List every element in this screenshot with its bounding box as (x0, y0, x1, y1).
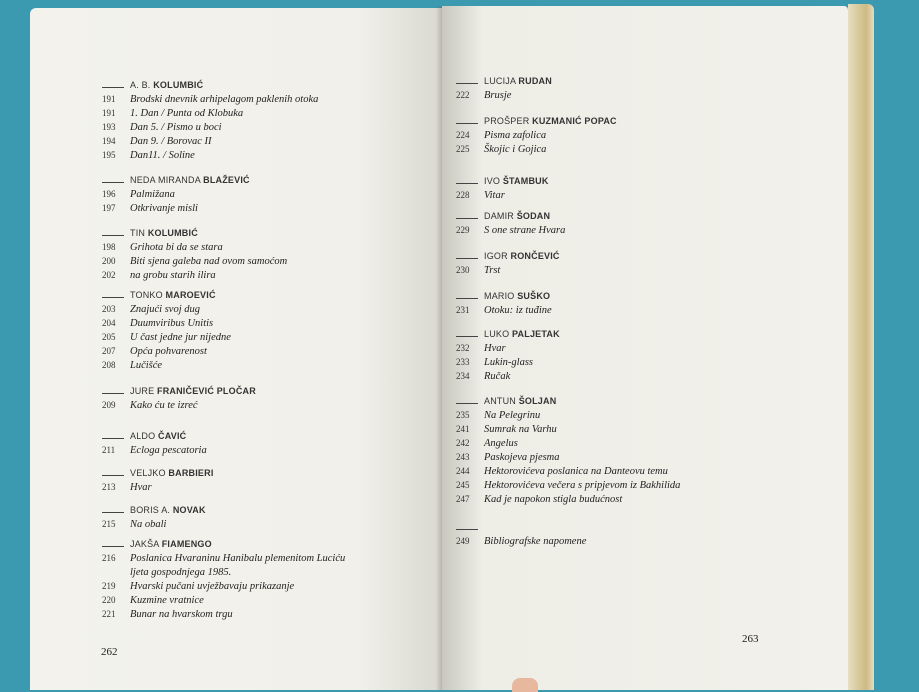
poem-title: Kad je napokon stigla budućnost (484, 494, 623, 505)
author-given-name: DAMIR (484, 211, 514, 221)
rule-dash (456, 336, 478, 337)
rule-dash (456, 83, 478, 84)
author-given-name: MARIO (484, 291, 515, 301)
page-ref: 225 (456, 144, 470, 154)
page-ref: 195 (102, 150, 116, 160)
rule-dash (456, 258, 478, 259)
author-surname: ČAVIĆ (158, 431, 187, 441)
author-surname: KUZMANIĆ POPAC (532, 116, 617, 126)
page-number-right: 263 (742, 633, 759, 645)
page-ref: 200 (102, 256, 116, 266)
poem-title: Poslanica Hvaraninu Hanibalu plemenitom Luciću (130, 553, 346, 564)
author-given-name: VELJKO (130, 468, 166, 478)
author-surname: ŠTAMBUK (502, 176, 549, 186)
author-name (130, 505, 206, 515)
poem-title: Ručak (484, 371, 511, 382)
author-surname: MAROEVIĆ (165, 290, 216, 300)
poem-title: Dan11. / Soline (130, 150, 195, 161)
rule-dash (102, 546, 124, 547)
rule-dash (102, 297, 124, 298)
page-ref: 202 (102, 270, 116, 280)
page-ref: 233 (456, 357, 470, 367)
poem-title: Škojic i Gojica (484, 144, 547, 155)
poem-title: Kuzmine vratnice (130, 595, 204, 606)
author-name (484, 291, 550, 301)
poem-title: Hvar (130, 482, 152, 493)
author-given-name: BORIS A. (130, 505, 171, 515)
poem-title: S one strane Hvara (484, 225, 566, 236)
poem-title: Sumrak na Varhu (484, 424, 557, 435)
poem-title: Duumviribus Unitis (130, 318, 214, 329)
page-ref: 235 (456, 410, 470, 420)
rule-dash (102, 475, 124, 476)
poem-title: Hvarski pučani uvježbavaju prikazanje (130, 581, 295, 592)
page-number-left: 262 (101, 646, 118, 658)
author-given-name: ALDO (130, 431, 156, 441)
poem-title: Pisma zafolica (484, 130, 547, 141)
page-ref: 204 (102, 318, 116, 328)
page-ref: 242 (456, 438, 470, 448)
page-ref: 232 (456, 343, 470, 353)
rule-dash (102, 438, 124, 439)
rule-dash (456, 298, 478, 299)
rule-dash (456, 123, 478, 124)
poem-title: U čast jedne jur nijedne (130, 332, 231, 343)
page-ref: 207 (102, 346, 116, 356)
page-ref: 216 (102, 553, 116, 563)
page-stack-edge (848, 4, 874, 690)
poem-title: Hektorovićeva poslanica na Danteovu temu (484, 466, 668, 477)
rule-dash (102, 87, 124, 88)
poem-title: Znajući svoj dug (130, 304, 200, 315)
author-given-name: ANTUN (484, 396, 516, 406)
page-ref: 244 (456, 466, 470, 476)
poem-title: Otoku: iz tuđine (484, 305, 552, 316)
page-ref: 196 (102, 189, 116, 199)
page-ref: 230 (456, 265, 470, 275)
page-ref: 208 (102, 360, 116, 370)
page-ref: 247 (456, 494, 470, 504)
author-surname: BLAŽEVIĆ (203, 175, 250, 185)
page-ref: 194 (102, 136, 116, 146)
poem-title: Biti sjena galeba nad ovom samoćom (130, 256, 288, 267)
author-given-name: A. B. (130, 80, 151, 90)
poem-title: Otkrivanje misli (130, 203, 198, 214)
poem-title: Palmižana (130, 189, 175, 200)
author-name (484, 176, 549, 186)
page-ref: 215 (102, 519, 116, 529)
author-given-name: IGOR (484, 251, 508, 261)
author-name (130, 80, 203, 90)
page-ref: 211 (102, 445, 116, 455)
author-name (130, 228, 198, 238)
poem-title: Vitar (484, 190, 505, 201)
page-ref: 221 (102, 609, 116, 619)
author-given-name: LUKO (484, 329, 510, 339)
poem-title: ljeta gospodnjega 1985. (130, 567, 232, 578)
author-surname: FIAMENGO (161, 539, 212, 549)
poem-title: Grihota bi da se stara (130, 242, 223, 253)
poem-title: Dan 5. / Pismo u boci (130, 122, 222, 133)
page-ref: 229 (456, 225, 470, 235)
page-ref: 231 (456, 305, 470, 315)
poem-title: Trst (484, 265, 501, 276)
poem-title: Angelus (484, 438, 518, 449)
poem-title: Bibliografske napomene (484, 536, 587, 547)
poem-title: Na obali (130, 519, 167, 530)
author-surname: ŠOLJAN (518, 396, 557, 406)
author-given-name: JAKŠA (130, 539, 160, 549)
author-given-name: IVO (484, 176, 501, 186)
rule-dash (102, 235, 124, 236)
left-page (30, 8, 442, 690)
page-ref: 209 (102, 400, 116, 410)
author-surname: KOLUMBIĆ (153, 80, 204, 90)
poem-title: Bunar na hvarskom trgu (130, 609, 233, 620)
page-ref: 198 (102, 242, 116, 252)
author-name (484, 116, 617, 126)
page-ref: 193 (102, 122, 116, 132)
author-given-name: TIN (130, 228, 146, 238)
poem-title: Na Pelegrinu (484, 410, 541, 421)
author-surname: RONČEVIĆ (510, 251, 560, 261)
poem-title: Lukin-glass (484, 357, 534, 368)
page-ref: 241 (456, 424, 470, 434)
author-name (484, 211, 550, 221)
author-given-name: JURE (130, 386, 155, 396)
page-ref: 191 (102, 94, 116, 104)
rule-dash (102, 512, 124, 513)
page-ref: 197 (102, 203, 116, 213)
page-ref: 213 (102, 482, 116, 492)
author-name (130, 386, 256, 396)
author-name (484, 251, 560, 261)
page-ref: 245 (456, 480, 470, 490)
author-name (130, 431, 186, 441)
page-ref: 228 (456, 190, 470, 200)
page-ref: 203 (102, 304, 116, 314)
poem-title: Paskojeva pjesma (484, 452, 560, 463)
poem-title: Hektorovićeva večera s pripjevom iz Bakhilida (484, 480, 681, 491)
poem-title: Kako ću te izreć (130, 400, 198, 411)
author-name (130, 290, 216, 300)
page-ref: 224 (456, 130, 470, 140)
right-page (442, 6, 848, 690)
page-ref: 243 (456, 452, 470, 462)
author-surname: PALJETAK (512, 329, 560, 339)
poem-title: Hvar (484, 343, 506, 354)
author-surname: FRANIČEVIĆ PLOČAR (157, 386, 256, 396)
rule-dash (102, 182, 124, 183)
poem-title: Lučišće (130, 360, 163, 371)
author-name (484, 76, 552, 86)
poem-title: 1. Dan / Punta od Klobuka (130, 108, 244, 119)
author-name (484, 396, 556, 406)
rule-dash (102, 393, 124, 394)
page-ref: 220 (102, 595, 116, 605)
poem-title: Dan 9. / Borovac II (130, 136, 212, 147)
author-given-name: PROŠPER (484, 116, 530, 126)
author-surname: ŠODAN (516, 211, 551, 221)
rule-dash (456, 183, 478, 184)
author-name (484, 329, 560, 339)
author-surname: BARBIERI (168, 468, 214, 478)
author-name (130, 468, 214, 478)
page-ref: 191 (102, 108, 116, 118)
poem-title: na grobu starih ilira (130, 270, 216, 281)
rule-dash (456, 218, 478, 219)
rule-dash (456, 529, 478, 530)
author-surname: SUŠKO (517, 291, 551, 301)
author-given-name: LUCIJA (484, 76, 516, 86)
poem-title: Ecloga pescatoria (130, 445, 207, 456)
poem-title: Brodski dnevnik arhipelagom paklenih otoka (130, 94, 319, 105)
poem-title: Opća pohvarenost (130, 346, 207, 357)
author-given-name: TONKO (130, 290, 163, 300)
poem-title: Brusje (484, 90, 512, 101)
author-surname: NOVAK (172, 505, 206, 515)
page-ref: 222 (456, 90, 470, 100)
author-given-name: NEDA MIRANDA (130, 175, 201, 185)
page-ref: 205 (102, 332, 116, 342)
page-ref: 234 (456, 371, 470, 381)
page-ref: 249 (456, 536, 470, 546)
author-name (130, 175, 250, 185)
rule-dash (456, 403, 478, 404)
author-surname: RUDAN (518, 76, 552, 86)
author-name (130, 539, 212, 549)
author-surname: KOLUMBIĆ (147, 228, 198, 238)
page-ref: 219 (102, 581, 116, 591)
